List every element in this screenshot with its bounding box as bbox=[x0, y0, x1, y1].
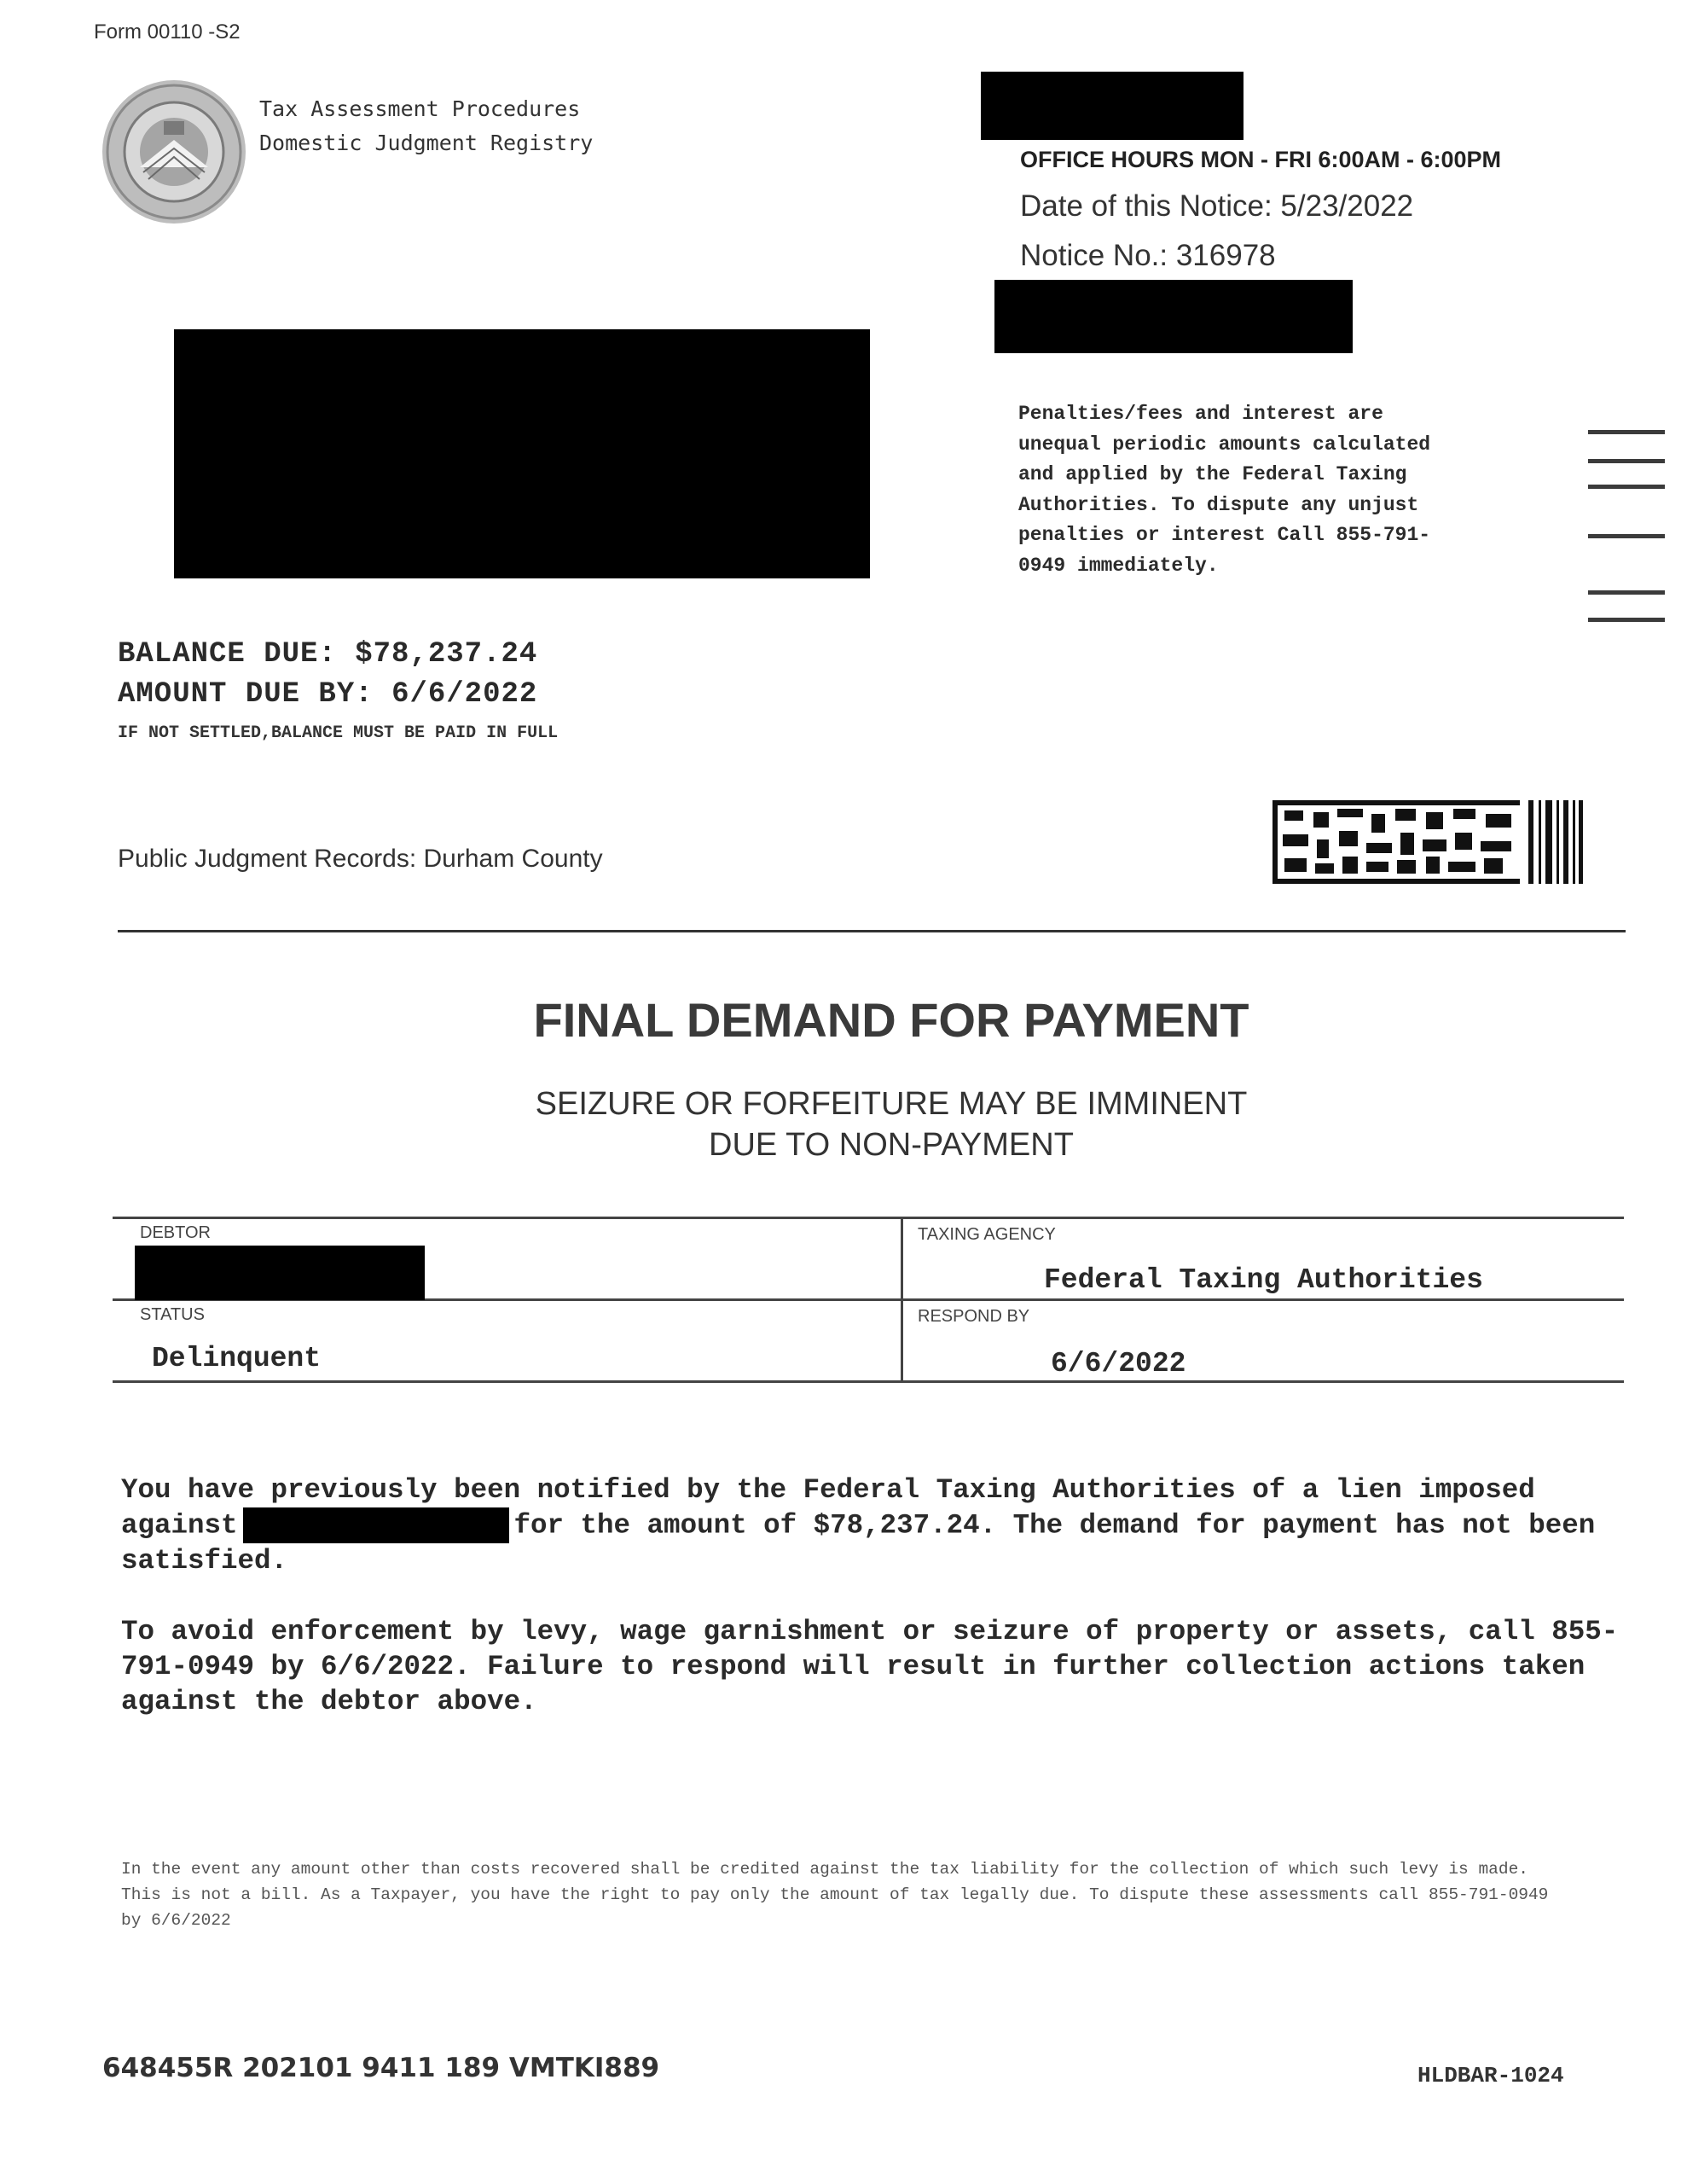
notice-date: Date of this Notice: 5/23/2022 bbox=[1020, 189, 1414, 223]
taxing-agency-value: Federal Taxing Authorities bbox=[1044, 1264, 1483, 1296]
subtitle-line-2: DUE TO NON-PAYMENT bbox=[709, 1127, 1074, 1163]
balance-due-label: BALANCE DUE: bbox=[118, 638, 337, 671]
table-rule-vertical bbox=[901, 1217, 903, 1383]
respond-by-label: RESPOND BY bbox=[918, 1307, 1030, 1326]
balance-due-value: $78,237.24 bbox=[355, 638, 538, 671]
margin-mark bbox=[1588, 430, 1665, 434]
debtor-name-redacted bbox=[135, 1246, 425, 1300]
redacted-block-account bbox=[994, 280, 1353, 353]
debtor-name-redacted-inline bbox=[243, 1507, 509, 1543]
enforcement-paragraph: To avoid enforcement by levy, wage garnishment or seizure of property or assets, call 855-791-0949 by 6/6/2022. Failure to respond will result in further collection actions taken against the debtor above. bbox=[121, 1616, 1619, 1717]
form-number: Form 00110 -S2 bbox=[94, 20, 241, 44]
margin-mark bbox=[1588, 485, 1665, 489]
margin-mark bbox=[1588, 590, 1665, 595]
status-label: STATUS bbox=[140, 1305, 205, 1324]
page-title: FINAL DEMAND FOR PAYMENT bbox=[533, 993, 1249, 1047]
lien-notice-text-1: You have previously been notified by the Federal Taxing Authorities of a lien imposed against bbox=[121, 1474, 1535, 1542]
amount-due-by bbox=[118, 678, 537, 711]
barcode-icon bbox=[1272, 800, 1583, 884]
org-line-2: Domestic Judgment Registry bbox=[259, 131, 594, 155]
public-records-line: Public Judgment Records: Durham County bbox=[118, 845, 603, 873]
margin-mark bbox=[1588, 459, 1665, 463]
document-code: HLDBAR-1024 bbox=[1417, 2063, 1564, 2088]
margin-mark bbox=[1588, 618, 1665, 622]
table-rule-top bbox=[113, 1217, 1624, 1219]
amount-due-by-value: 6/6/2022 bbox=[391, 678, 538, 711]
org-name bbox=[259, 92, 593, 160]
amount-due-by-label: AMOUNT DUE BY: bbox=[118, 678, 374, 711]
official-seal-icon bbox=[101, 78, 247, 225]
subtitle bbox=[0, 1083, 1687, 1165]
fine-print: In the event any amount other than costs recovered shall be credited against the tax liability for the collection of which such levy is made. This is not a bill. As a Taxpayer, you have the right to pay only the amount of tax legally due. To dispute these assessments call 855-791-0949 by 6/6/2022 bbox=[121, 1860, 1549, 1930]
debtor-label: DEBTOR bbox=[140, 1223, 211, 1242]
notice-number: Notice No.: 316978 bbox=[1020, 239, 1276, 272]
status-value: Delinquent bbox=[152, 1343, 322, 1374]
office-hours: OFFICE HOURS MON - FRI 6:00AM - 6:00PM bbox=[1020, 147, 1502, 172]
redacted-block-header bbox=[981, 72, 1244, 140]
section-divider bbox=[118, 930, 1626, 932]
settle-note: IF NOT SETTLED,BALANCE MUST BE PAID IN FULL bbox=[118, 723, 559, 743]
table-rule-bottom bbox=[113, 1380, 1624, 1383]
balance-due bbox=[118, 638, 537, 671]
penalty-note: Penalties/fees and interest are unequal periodic amounts calculated and applied by the Federal Taxing Authorities. To dispute any unjust penalties or interest Call 855-791-0949 immediately. bbox=[1018, 403, 1431, 577]
subtitle-line-1: SEIZURE OR FORFEITURE MAY BE IMMINENT bbox=[535, 1086, 1248, 1122]
margin-mark bbox=[1588, 534, 1665, 538]
respond-by-value: 6/6/2022 bbox=[1051, 1348, 1186, 1380]
lien-notice-text-2: for the amount of $78,237.24. The demand for payment has not been satisfied. bbox=[121, 1509, 1596, 1577]
redacted-address-block bbox=[174, 329, 870, 578]
org-line-1: Tax Assessment Procedures bbox=[259, 96, 581, 121]
taxing-agency-label: TAXING AGENCY bbox=[918, 1225, 1056, 1244]
reference-code: 648455R 202101 9411 189 VMTKI889 bbox=[102, 2053, 660, 2083]
lien-notice-paragraph bbox=[121, 1472, 1639, 1578]
